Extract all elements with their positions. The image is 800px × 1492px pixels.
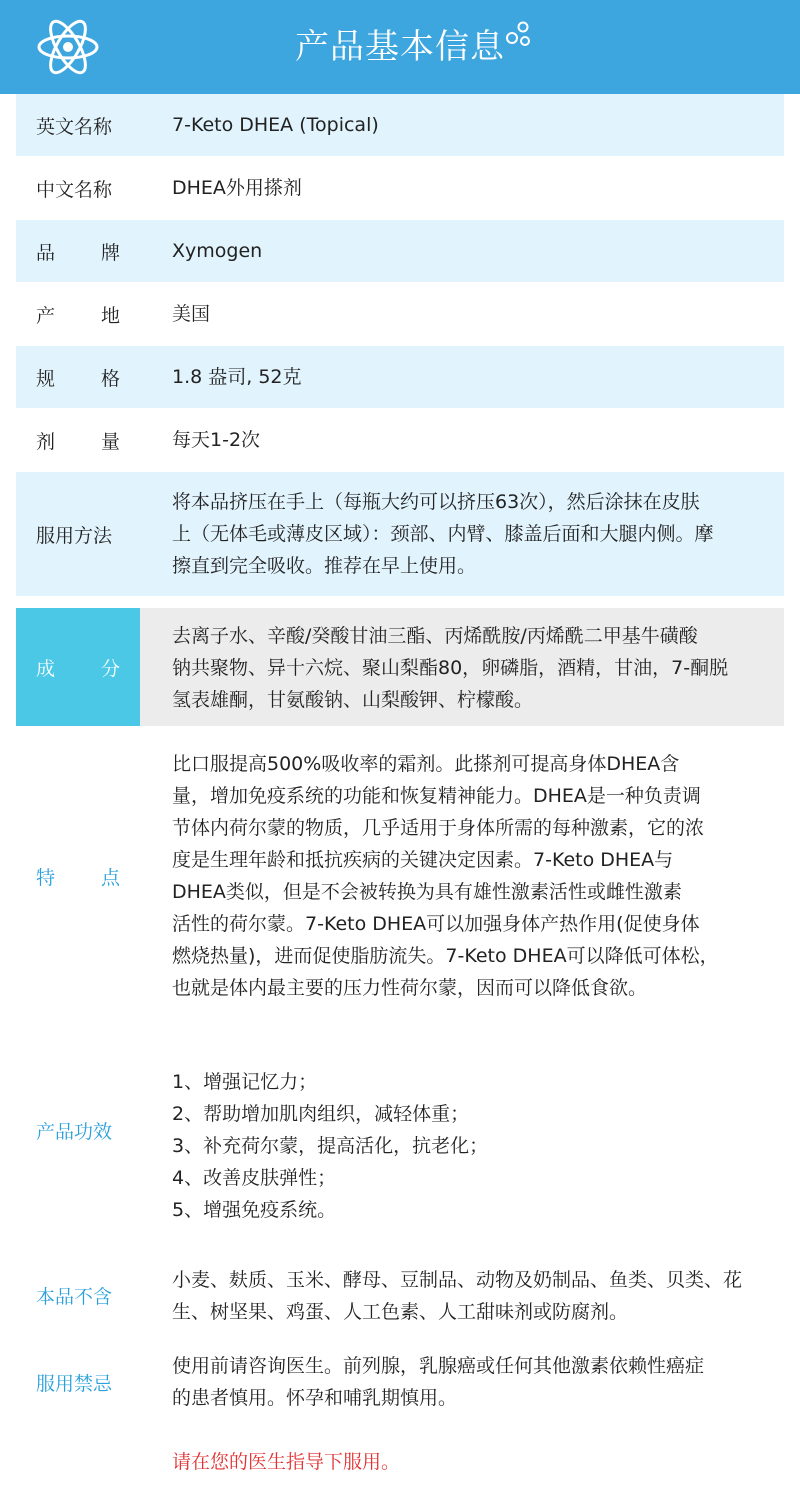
row-free-of — [16, 1212, 784, 1322]
label-ingredients-a: 成 — [36, 657, 56, 680]
value-usage — [172, 486, 746, 582]
label-features — [36, 726, 120, 1026]
label-dosage-b: 量 — [100, 430, 120, 453]
value-dosage: 每天1-2次 — [172, 429, 261, 451]
label-dosage — [36, 408, 120, 472]
features-line: 比口服提高500%吸收率的霜剂。此搽剂可提高身体DHEA含 — [172, 753, 680, 775]
info-table — [16, 94, 784, 1492]
row-contraindications — [16, 1322, 784, 1492]
value-effects — [172, 1066, 746, 1226]
free-of-line: 小麦、麸质、玉米、酵母、豆制品、动物及奶制品、鱼类、贝类、花 — [172, 1269, 743, 1291]
contraindications-line: 的患者慎用。怀孕和哺乳期慎用。 — [172, 1387, 458, 1409]
label-features-a: 特 — [36, 866, 56, 889]
value-free-of — [172, 1264, 746, 1328]
header-bar — [0, 0, 800, 94]
contraindications-line: 使用前请咨询医生。前列腺，乳腺癌或任何其他激素依赖性癌症 — [172, 1355, 705, 1377]
label-chinese-name: 中文名称 — [36, 178, 113, 201]
row-effects — [16, 1016, 784, 1221]
value-ingredients — [172, 620, 746, 716]
ingredients-line: 氢表雄酮，甘氨酸钠、山梨酸钾、柠檬酸。 — [172, 689, 534, 711]
features-line: 度是生理年龄和抵抗疾病的关键决定因素。7-Keto DHEA与 — [172, 849, 674, 871]
row-usage — [16, 472, 784, 596]
effects-line: 2、帮助增加肌肉组织，减轻体重； — [172, 1103, 470, 1125]
label-spec — [36, 346, 120, 408]
value-chinese-name: DHEA外用搽剂 — [172, 177, 302, 199]
features-line: 也就是体内最主要的压力性荷尔蒙，因而可以降低食欲。 — [172, 977, 648, 999]
row-ingredients — [16, 608, 784, 726]
bubbles-icon — [504, 20, 532, 50]
usage-line: 将本品挤压在手上（每瓶大约可以挤压63次），然后涂抹在皮肤 — [172, 491, 700, 513]
features-line: 燃烧热量)，进而促使脂肪流失。7-Keto DHEA可以降低可体松， — [172, 945, 719, 967]
effects-line: 4、改善皮肤弹性； — [172, 1167, 337, 1189]
effects-line: 1、增强记忆力； — [172, 1071, 318, 1093]
value-origin: 美国 — [172, 303, 211, 325]
label-contraindications: 服用禁忌 — [36, 1372, 113, 1395]
label-english-name: 英文名称 — [36, 115, 113, 138]
label-origin-b: 地 — [100, 304, 120, 327]
row-brand — [16, 220, 784, 282]
label-brand — [36, 220, 120, 282]
row-features — [16, 726, 784, 1016]
label-spec-b: 格 — [100, 367, 120, 390]
features-line: 量，增加免疫系统的功能和恢复精神能力。DHEA是一种负责调 — [172, 785, 701, 807]
label-usage: 服用方法 — [36, 524, 113, 547]
label-ingredients — [36, 608, 120, 726]
row-chinese-name — [16, 156, 784, 220]
usage-line: 擦直到完全吸收。推荐在早上使用。 — [172, 555, 477, 577]
row-dosage — [16, 408, 784, 472]
row-origin — [16, 282, 784, 346]
effects-line: 5、增强免疫系统。 — [172, 1199, 337, 1221]
label-dosage-a: 剂 — [36, 430, 56, 453]
value-contraindications — [172, 1350, 746, 1478]
label-effects: 产品功效 — [36, 1120, 113, 1143]
usage-line: 上（无体毛或薄皮区域）：颈部、内臂、膝盖后面和大腿内侧。摩 — [172, 523, 714, 545]
label-origin — [36, 282, 120, 346]
value-features — [172, 748, 746, 1004]
label-features-b: 点 — [100, 866, 120, 889]
features-line: 活性的荷尔蒙。7-Keto DHEA可以加强身体产热作用(促使身体 — [172, 913, 700, 935]
row-spacer — [16, 596, 784, 608]
value-english-name: 7-Keto DHEA (Topical) — [172, 114, 379, 136]
ingredients-line: 钠共聚物、异十六烷、聚山梨酯80，卵磷脂，酒精，甘油，7-酮脱 — [172, 657, 729, 679]
label-brand-a: 品 — [36, 241, 56, 264]
value-spec: 1.8 盎司, 52克 — [172, 366, 302, 388]
notice-text: 请在您的医生指导下服用。 — [172, 1451, 401, 1473]
row-english-name — [16, 94, 784, 156]
label-brand-b: 牌 — [100, 241, 120, 264]
label-spec-a: 规 — [36, 367, 56, 390]
features-line: 节体内荷尔蒙的物质，几乎适用于身体所需的每种激素，它的浓 — [172, 817, 705, 839]
row-spec — [16, 346, 784, 408]
free-of-line: 生、树坚果、鸡蛋、人工色素、人工甜味剂或防腐剂。 — [172, 1301, 629, 1323]
value-brand: Xymogen — [172, 240, 263, 262]
ingredients-line: 去离子水、辛酸/癸酸甘油三酯、丙烯酰胺/丙烯酰二甲基牛磺酸 — [172, 625, 698, 647]
spacer-line — [172, 1414, 746, 1446]
features-line: DHEA类似，但是不会被转换为具有雄性激素活性或雌性激素 — [172, 881, 682, 903]
effects-line: 3、补充荷尔蒙，提高活化，抗老化； — [172, 1135, 489, 1157]
label-origin-a: 产 — [36, 304, 56, 327]
page-title: 产品基本信息 — [295, 27, 505, 67]
label-ingredients-b: 分 — [100, 657, 120, 680]
label-free-of: 本品不含 — [36, 1285, 113, 1308]
